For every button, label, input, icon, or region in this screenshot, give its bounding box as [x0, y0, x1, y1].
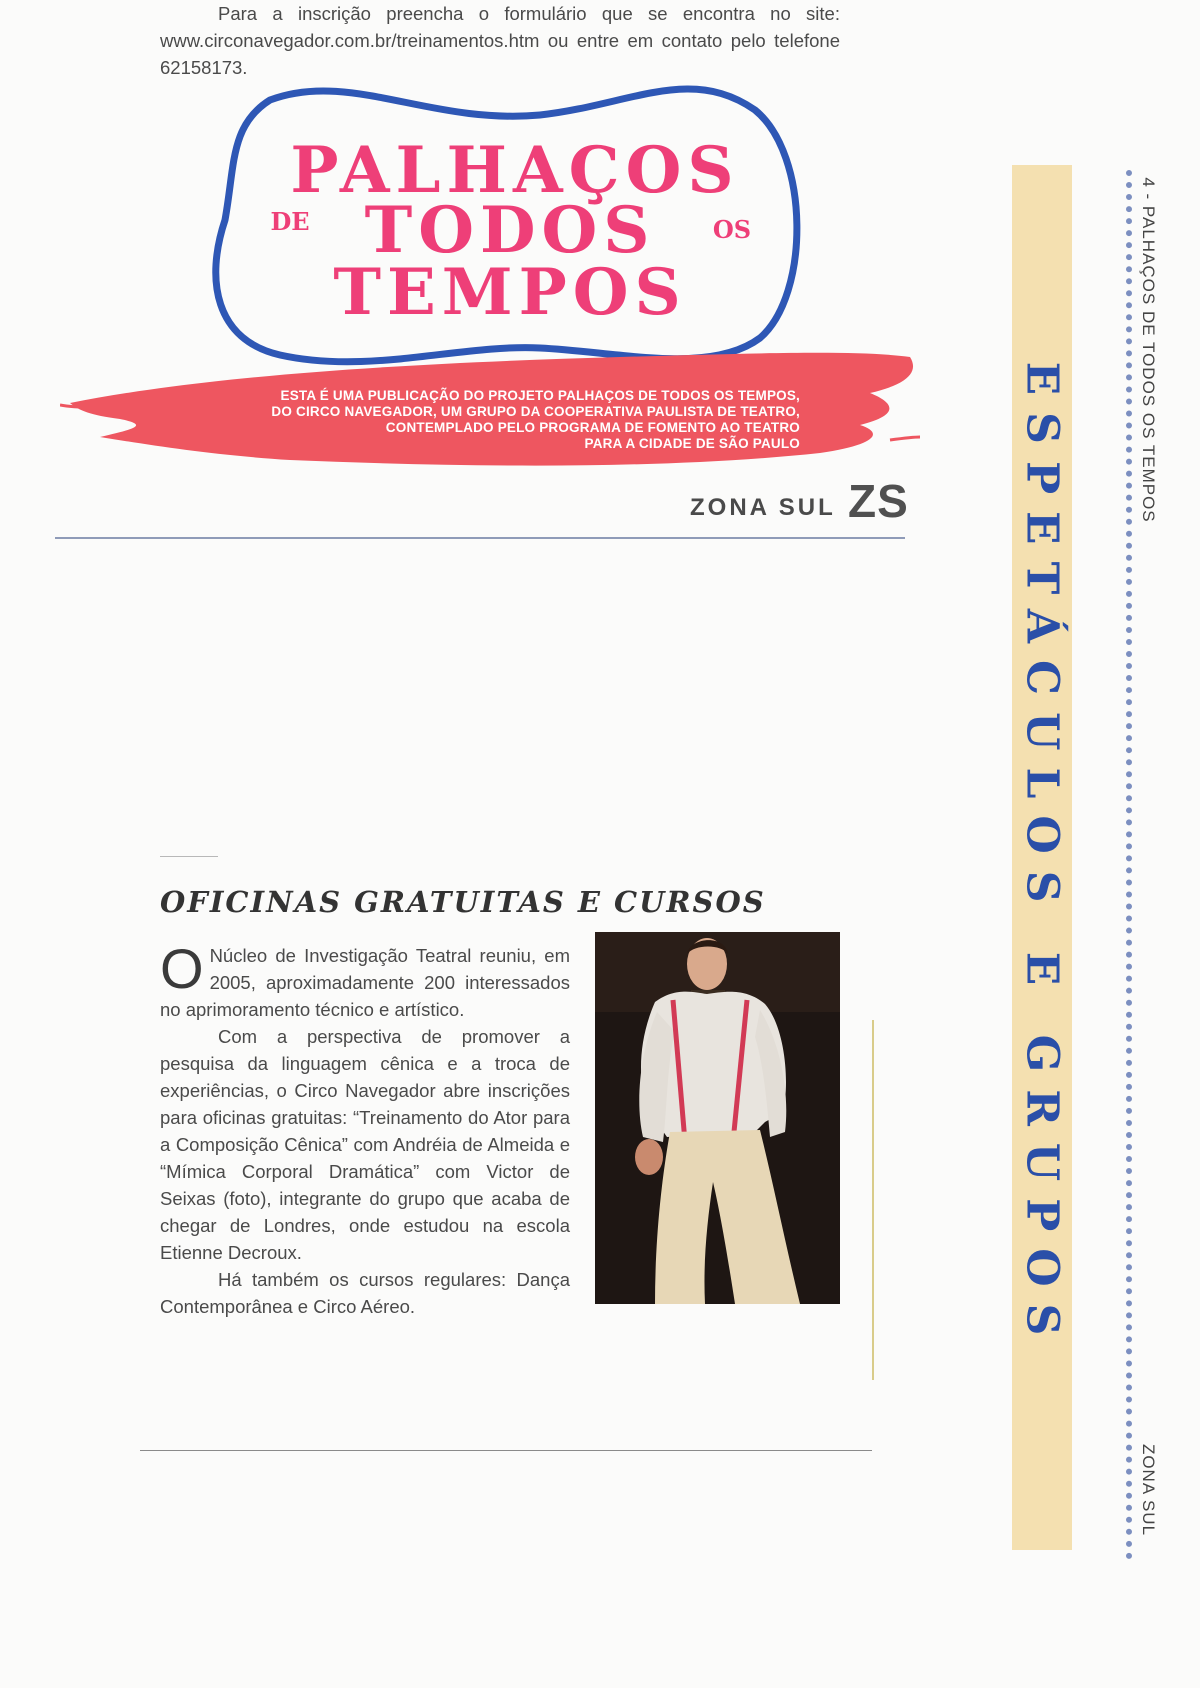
drop-cap: O: [160, 937, 204, 1000]
photo-edge-line: [872, 1020, 874, 1380]
zone-mark: ZS: [848, 475, 909, 527]
project-logo: [210, 70, 810, 370]
banner-line-3: CONTEMPLADO PELO PROGRAMA DE FOMENTO AO TEATRO: [385, 420, 800, 435]
logo-os: OS: [712, 215, 752, 244]
paragraph-1-text: Núcleo de Investigação Teatral reuniu, em 2005, aproximadamente 200 interessados no aprimoramento técnico e artístico.: [160, 945, 570, 1020]
article-tail: [160, 0, 840, 81]
banner-line-2: DO CIRCO NAVEGADOR, UM GRUPO DA COOPERATIVA PAULISTA DE TEATRO,: [271, 404, 800, 419]
logo-line-3: TEMPOS: [333, 255, 687, 330]
logo-line-2: TODOS: [364, 193, 656, 268]
article-title: OFICINAS GRATUITAS E CURSOS: [160, 885, 766, 919]
article-bottom-rule: [140, 1450, 872, 1451]
dotted-rule: [1126, 170, 1132, 1560]
logo-line-1: PALHAÇOS: [290, 133, 740, 208]
paragraph-3: Há também os cursos regulares: Dança Contemporânea e Circo Aéreo.: [160, 1269, 570, 1317]
section-title: ESPETÁCULOS E GRUPOS: [1016, 361, 1068, 1353]
article-body: [160, 937, 570, 1320]
paragraph-4: Para a inscrição preencha o formulário que se encontra no site: www.circonavegador.com.br/treinamentos.htm ou entre em contato pelo telefone 62158173.: [160, 3, 840, 78]
paragraph-1: [160, 937, 570, 1023]
title-rule: [160, 856, 218, 857]
project-credit-text: [200, 388, 800, 452]
article-photo: [595, 932, 840, 1304]
running-head: 4 - PALHAÇOS DE TODOS OS TEMPOS: [1139, 177, 1158, 523]
logo-de: DE: [270, 207, 310, 236]
zone-label: ZONA SUL: [690, 494, 836, 521]
running-zone: ZONA SUL: [1139, 1443, 1158, 1537]
banner-line-1: ESTA É UMA PUBLICAÇÃO DO PROJETO PALHAÇOS DE TODOS OS TEMPOS,: [280, 388, 800, 403]
header-divider: [55, 537, 905, 539]
banner-line-4: PARA A CIDADE DE SÃO PAULO: [584, 436, 800, 451]
paragraph-2: Com a perspectiva de promover a pesquisa da linguagem cênica e a troca de experiências, o Circo Navegador abre inscrições para oficinas gratuitas: “Treinamento do Ator para a Composição Cênica” com Andréia de Almeida e “Mímica Corporal Dramática” com Victor de Seixas (foto), integrante do grupo que acaba de chegar de Londres, onde estudou na escola Etienne Decroux.: [160, 1026, 570, 1263]
